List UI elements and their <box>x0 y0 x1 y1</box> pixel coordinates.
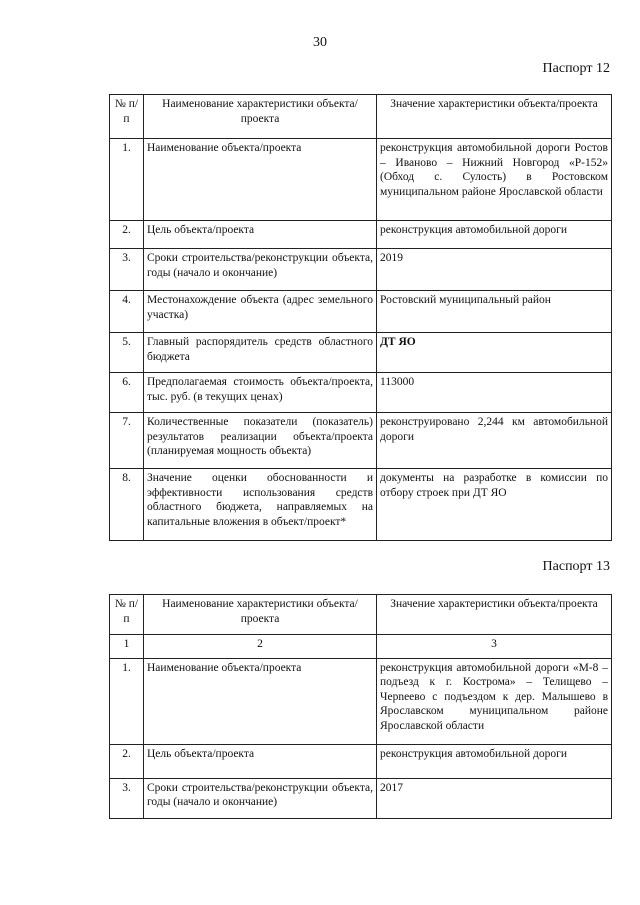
header-characteristic-value: Значение характеристики объекта/проекта <box>377 95 612 139</box>
row-number: 2. <box>110 744 144 778</box>
header-number: № п/п <box>110 95 144 139</box>
row-value: реконструкция автомобильной дороги «М-8 – подъезд к г. Кострома» – Телищево – Черneево с подъездом к дер. Малышево в Ярославском муниципальном районе Ярославской области <box>377 658 612 744</box>
row-value: 2017 <box>377 778 612 818</box>
row-number: 8. <box>110 469 144 541</box>
row-name: Цель объекта/проекта <box>144 744 377 778</box>
header-characteristic-value: Значение характеристики объекта/проекта <box>377 595 612 635</box>
row-value: ДТ ЯО <box>377 333 612 373</box>
row-number: 1. <box>110 658 144 744</box>
table-row <box>110 249 612 291</box>
passport-13-table <box>109 594 612 819</box>
row-value: документы на разработке в комиссии по отбору строек при ДТ ЯО <box>377 469 612 541</box>
header-number: № п/п <box>110 595 144 635</box>
header-characteristic-name: Наименование характеристики объекта/проекта <box>144 95 377 139</box>
table-row <box>110 744 612 778</box>
passport-13-title: Паспорт 13 <box>542 559 610 574</box>
row-value: реконструировано 2,244 км автомобильной дороги <box>377 413 612 469</box>
table-header-row <box>110 95 612 139</box>
row-value: реконструкция автомобильной дороги <box>377 744 612 778</box>
row-name: Значение оценки обоснованности и эффективности использования средств областного бюджета, направляемых на капитальные вложения в объект/проект* <box>144 469 377 541</box>
row-value: 113000 <box>377 373 612 413</box>
row-name: Цель объекта/проекта <box>144 221 377 249</box>
row-name: Наименование объекта/проекта <box>144 139 377 221</box>
page-number: 30 <box>313 35 327 50</box>
table-header-row <box>110 595 612 635</box>
row-name: Количественные показатели (показатель) результатов реализации объекта/проекта (планируемая мощность объекта) <box>144 413 377 469</box>
row-number: 5. <box>110 333 144 373</box>
row-name: Сроки строительства/реконструкции объекта, годы (начало и окончание) <box>144 249 377 291</box>
row-number: 1. <box>110 139 144 221</box>
row-value: реконструкция автомобильной дороги <box>377 221 612 249</box>
row-number: 2. <box>110 221 144 249</box>
column-number-2: 2 <box>144 635 377 659</box>
row-number: 3. <box>110 249 144 291</box>
table-row <box>110 413 612 469</box>
row-number: 3. <box>110 778 144 818</box>
row-name: Главный распорядитель средств областного бюджета <box>144 333 377 373</box>
row-name: Наименование объекта/проекта <box>144 658 377 744</box>
table-row <box>110 291 612 333</box>
passport-12-table <box>109 94 612 541</box>
row-number: 6. <box>110 373 144 413</box>
row-value: реконструкция автомобильной дороги Ростов – Иваново – Нижний Новгород «Р-152» (Обход с. Сулость) в Ростовском муниципальном районе Ярославской области <box>377 139 612 221</box>
row-number: 4. <box>110 291 144 333</box>
table-row <box>110 778 612 818</box>
table-row <box>110 658 612 744</box>
row-value: 2019 <box>377 249 612 291</box>
column-number-1: 1 <box>110 635 144 659</box>
table-row <box>110 333 612 373</box>
passport-12-title: Паспорт 12 <box>542 61 610 76</box>
row-name: Местонахождение объекта (адрес земельного участка) <box>144 291 377 333</box>
row-name: Сроки строительства/реконструкции объекта, годы (начало и окончание) <box>144 778 377 818</box>
row-name: Предполагаемая стоимость объекта/проекта, тыс. руб. (в текущих ценах) <box>144 373 377 413</box>
table-row <box>110 139 612 221</box>
column-number-3: 3 <box>377 635 612 659</box>
row-number: 7. <box>110 413 144 469</box>
table-row <box>110 221 612 249</box>
table-row <box>110 373 612 413</box>
table-row <box>110 469 612 541</box>
column-numbering-row <box>110 635 612 659</box>
row-value: Ростовский муниципальный район <box>377 291 612 333</box>
header-characteristic-name: Наименование характеристики объекта/проекта <box>144 595 377 635</box>
